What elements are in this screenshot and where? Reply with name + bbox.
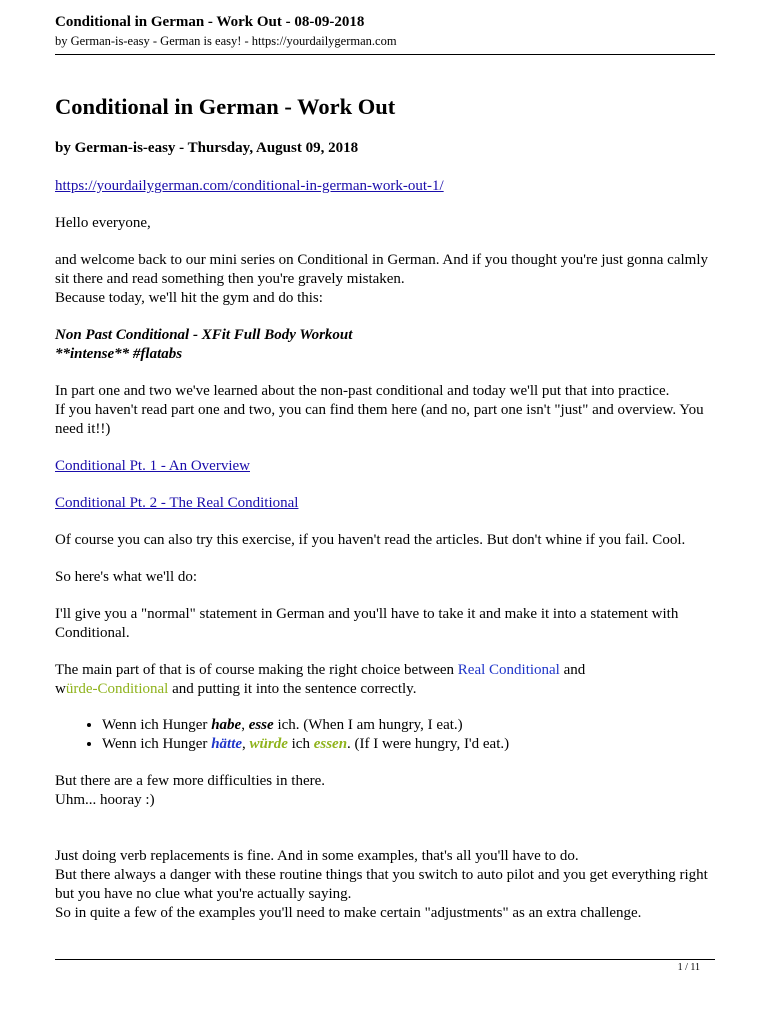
page-number: 1 / 11 xyxy=(677,962,700,973)
difficulties-paragraph: But there are a few more difficulties in there. Uhm... hooray :) xyxy=(55,773,326,808)
real-conditional-term: Real Conditional xyxy=(457,662,560,678)
intro-paragraph: and welcome back to our mini series on Conditional in German. And if you thought you're just gonna calmly sit there and read something then you're gravely mistaken. Because today, we'll hit the gym and do this: xyxy=(55,252,708,306)
main-part-paragraph: The main part of that is of course making the right choice between Real Conditional and würde-Conditional and putting it into the sentence correctly. xyxy=(55,662,586,697)
wuerde-conditional-term: ürde-Conditional xyxy=(65,681,169,697)
footer-divider xyxy=(55,959,715,960)
plan-paragraph: So here's what we'll do: xyxy=(55,569,198,585)
article-body xyxy=(55,94,715,923)
article-byline: by German-is-easy - Thursday, August 09, 2018 xyxy=(55,140,359,156)
greeting: Hello everyone, xyxy=(55,215,151,231)
workout-title: Non Past Conditional - XFit Full Body Workout **intense** #flatabs xyxy=(55,327,353,362)
exercise-paragraph: Of course you can also try this exercise, if you haven't read the articles. But don't whine if you fail. Cool. xyxy=(55,532,686,548)
article-title: Conditional in German - Work Out xyxy=(55,94,396,119)
article-url-link[interactable]: https://yourdailygerman.com/conditional-in-german-work-out-1/ xyxy=(55,178,444,194)
link-conditional-pt2[interactable]: Conditional Pt. 2 - The Real Conditional xyxy=(55,495,299,511)
running-header-title: Conditional in German - Work Out - 08-09-2018 xyxy=(55,14,365,30)
header-divider xyxy=(55,54,715,55)
example-item: • Wenn ich Hunger habe, esse ich. (When I am hungry, I eat.) xyxy=(102,716,715,735)
task-paragraph: I'll give you a "normal" statement in German and you'll have to take it and make it into a statement with Conditional. xyxy=(55,606,679,641)
parts-paragraph: In part one and two we've learned about the non-past conditional and today we'll put that into practice. If you haven't read part one and two, you can find them here (and no, part one isn't "just" and overview. You need it!!) xyxy=(55,383,704,437)
running-header-subtitle: by German-is-easy - German is easy! - https://yourdailygerman.com xyxy=(55,34,397,48)
link-conditional-pt1[interactable]: Conditional Pt. 1 - An Overview xyxy=(55,458,250,474)
example-list xyxy=(55,716,715,754)
replacements-paragraph: Just doing verb replacements is fine. And in some examples, that's all you'll have to do. But there always a danger with these routine things that you switch to auto pilot and you get everything right but you have no clue what you're actually saying. So in quite a few of the examples you'll need to make certain "adjustments" as an extra challenge. xyxy=(55,848,708,921)
example-item: • Wenn ich Hunger hätte, würde ich essen. (If I were hungry, I'd eat.) xyxy=(102,735,715,754)
